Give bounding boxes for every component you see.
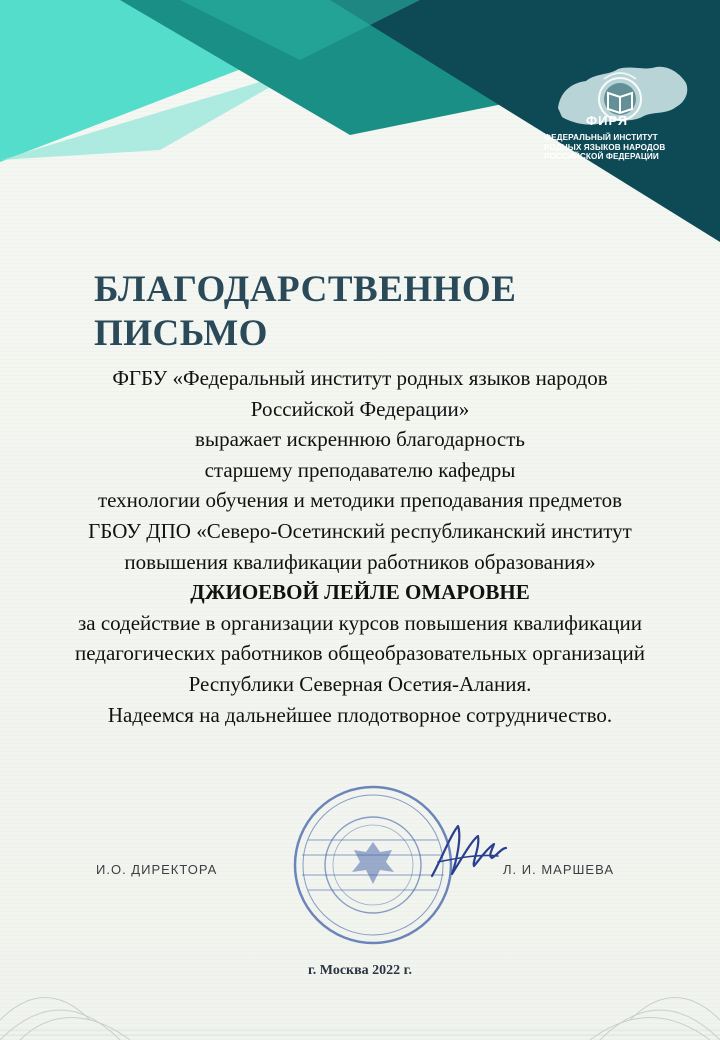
body-line: Надеемся на дальнейшее плодотворное сотрудничество.	[107, 702, 613, 727]
handwritten-signature-icon	[428, 818, 508, 888]
body-line: педагогических работников общеобразовательных организаций	[75, 641, 645, 666]
body-line: ГБОУ ДПО «Северо-Осетинский республиканский институт	[88, 518, 632, 543]
eagle-emblem-icon	[352, 842, 394, 884]
title-line-1: БЛАГОДАРСТВЕННОЕ	[94, 269, 517, 310]
logo-name: ФИРЯ	[586, 113, 629, 128]
body-line: за содействие в организации курсов повышения квалификации	[77, 610, 643, 635]
title-line-2: ПИСЬМО	[94, 313, 268, 354]
bottom-ornament-decoration	[0, 940, 720, 1040]
body-line: ФГБУ «Федеральный институт родных языков народов	[112, 366, 608, 390]
body-line: Российской Федерации»	[250, 396, 470, 421]
signer-name: Л. И. МАРШЕВА	[503, 862, 614, 877]
body-line: повышения квалификации работников образования»	[124, 549, 596, 574]
body-line: старшему преподавателю кафедры	[204, 457, 516, 482]
recipient-name: ДЖИОЕВОЙ ЛЕЙЛЕ ОМАРОВНЕ	[190, 580, 530, 605]
signer-position: И.О. ДИРЕКТОРА	[96, 862, 218, 877]
body-line: выражает искреннюю благодарность	[195, 427, 525, 452]
body-line: технологии обучения и методики преподавания предметов	[97, 488, 623, 513]
city-and-year: г. Москва 2022 г.	[308, 963, 412, 978]
letter-body	[20, 363, 700, 730]
document-title	[94, 268, 574, 356]
logo-subtitle: ФЕДЕРАЛЬНЫЙ ИНСТИТУТ РОДНЫХ ЯЗЫКОВ НАРОДОВ РОССИЙСКОЙ ФЕДЕРАЦИИ	[544, 133, 666, 161]
body-line: Республики Северная Осетия-Алания.	[188, 671, 532, 696]
